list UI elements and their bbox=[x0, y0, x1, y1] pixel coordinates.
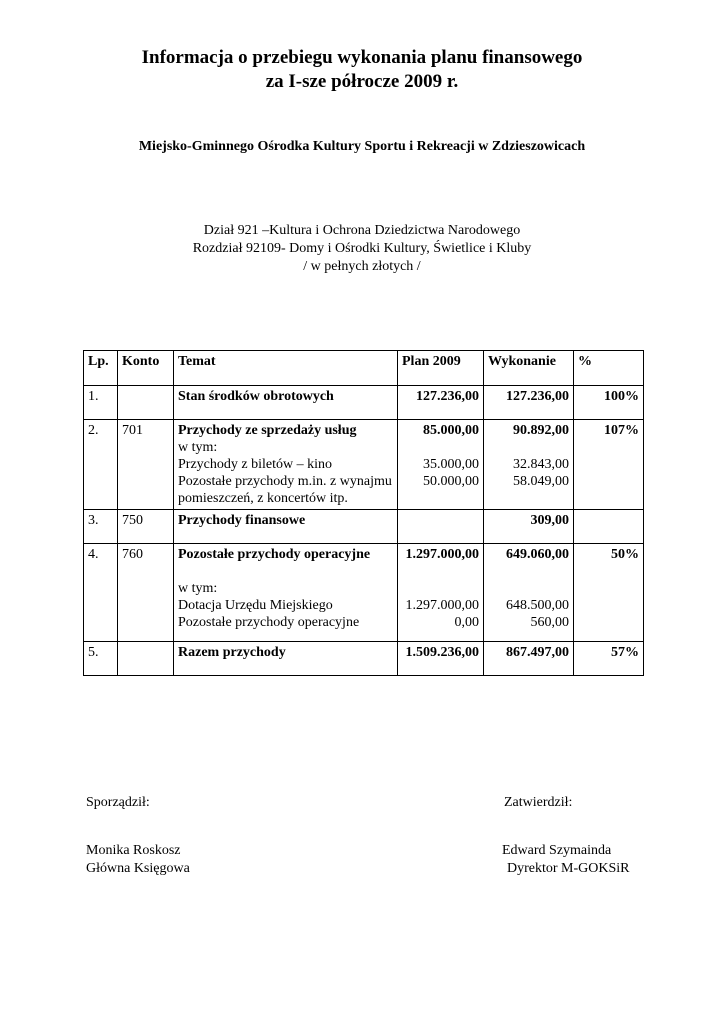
header-pct: % bbox=[574, 351, 644, 386]
header-lp: Lp. bbox=[84, 351, 118, 386]
dzial-line: Dział 921 –Kultura i Ochrona Dziedzictwa Narodowego bbox=[203, 223, 521, 238]
row-plan-value: 85.000,00 bbox=[423, 423, 479, 438]
table-row bbox=[84, 510, 644, 544]
row-wykonanie-value: 649.060,00 bbox=[506, 547, 569, 562]
header-plan: Plan 2009 bbox=[398, 351, 484, 386]
table-row bbox=[84, 420, 644, 510]
cell-lp: 5. bbox=[84, 642, 118, 676]
sub-item-label: Dotacja Urzędu Miejskiego bbox=[178, 598, 333, 613]
cell-konto bbox=[118, 642, 174, 676]
header-temat: Temat bbox=[174, 351, 398, 386]
row-title: Pozostałe przychody operacyjne bbox=[178, 547, 371, 562]
wtym-label: w tym: bbox=[178, 440, 218, 455]
cell-konto bbox=[118, 386, 174, 420]
approved-by-label: Zatwierdził: bbox=[504, 795, 573, 810]
cell-konto: 701 bbox=[118, 420, 174, 510]
prepared-by-name: Monika Roskosz bbox=[86, 843, 181, 858]
sub-item-label: Pozostałe przychody operacyjne bbox=[178, 615, 360, 630]
sub-item-wykonanie: 32.843,00 bbox=[513, 457, 569, 472]
cell-plan: 1.509.236,00 bbox=[398, 642, 484, 676]
row-plan-value: 1.297.000,00 bbox=[405, 547, 479, 562]
cell-wykonanie bbox=[484, 544, 574, 642]
cell-pct: 50% bbox=[574, 544, 644, 642]
table-row bbox=[84, 642, 644, 676]
sub-item-plan: 0,00 bbox=[454, 615, 479, 630]
cell-plan bbox=[398, 420, 484, 510]
cell-temat: Razem przychody bbox=[174, 642, 398, 676]
prepared-by-role: Główna Księgowa bbox=[86, 861, 190, 876]
approved-by-role: Dyrektor M-GOKSiR bbox=[507, 861, 630, 876]
header-wykonanie: Wykonanie bbox=[484, 351, 574, 386]
approved-by-name: Edward Szymainda bbox=[502, 843, 612, 858]
row-title: Przychody ze sprzedaży usług bbox=[178, 423, 357, 438]
cell-wykonanie: 309,00 bbox=[484, 510, 574, 544]
cell-temat bbox=[174, 544, 398, 642]
header-konto: Konto bbox=[118, 351, 174, 386]
cell-temat: Przychody finansowe bbox=[174, 510, 398, 544]
table-row bbox=[84, 386, 644, 420]
organization-name: Miejsko-Gminnego Ośrodka Kultury Sportu i Rekreacji w Zdzieszowicach bbox=[138, 139, 586, 154]
cell-pct: 107% bbox=[574, 420, 644, 510]
document-title-line-1: Informacja o przebiegu wykonania planu finansowego bbox=[141, 47, 583, 68]
rozdzial-line: Rozdział 92109- Domy i Ośrodki Kultury, Świetlice i Kluby bbox=[192, 241, 532, 256]
cell-wykonanie: 867.497,00 bbox=[484, 642, 574, 676]
cell-lp: 4. bbox=[84, 544, 118, 642]
cell-pct bbox=[574, 510, 644, 544]
document-title-line-2: za I-sze półrocze 2009 r. bbox=[265, 71, 459, 92]
cell-lp: 3. bbox=[84, 510, 118, 544]
sub-item-label: Przychody z biletów – kino bbox=[178, 457, 332, 472]
wtym-label: w tym: bbox=[178, 581, 218, 596]
sub-item-wykonanie: 560,00 bbox=[530, 615, 569, 630]
cell-plan bbox=[398, 510, 484, 544]
cell-wykonanie bbox=[484, 420, 574, 510]
cell-lp: 1. bbox=[84, 386, 118, 420]
sub-item-label: Pozostałe przychody m.in. z wynajmu pomieszczeń, z koncertów itp. bbox=[178, 474, 392, 506]
cell-wykonanie: 127.236,00 bbox=[484, 386, 574, 420]
cell-konto: 760 bbox=[118, 544, 174, 642]
cell-konto: 750 bbox=[118, 510, 174, 544]
row-wykonanie-value: 90.892,00 bbox=[513, 423, 569, 438]
cell-pct: 100% bbox=[574, 386, 644, 420]
units-line: / w pełnych złotych / bbox=[303, 259, 421, 274]
cell-temat bbox=[174, 420, 398, 510]
sub-item-wykonanie: 648.500,00 bbox=[506, 598, 569, 613]
prepared-by-label: Sporządził: bbox=[86, 795, 150, 810]
financial-table bbox=[83, 350, 644, 676]
table-row bbox=[84, 544, 644, 642]
cell-lp: 2. bbox=[84, 420, 118, 510]
table-header-row bbox=[84, 351, 644, 386]
sub-item-plan: 35.000,00 bbox=[423, 457, 479, 472]
sub-item-wykonanie: 58.049,00 bbox=[513, 474, 569, 489]
sub-item-plan: 50.000,00 bbox=[423, 474, 479, 489]
cell-plan: 127.236,00 bbox=[398, 386, 484, 420]
cell-temat: Stan środków obrotowych bbox=[174, 386, 398, 420]
cell-plan bbox=[398, 544, 484, 642]
sub-item-plan: 1.297.000,00 bbox=[405, 598, 479, 613]
cell-pct: 57% bbox=[574, 642, 644, 676]
